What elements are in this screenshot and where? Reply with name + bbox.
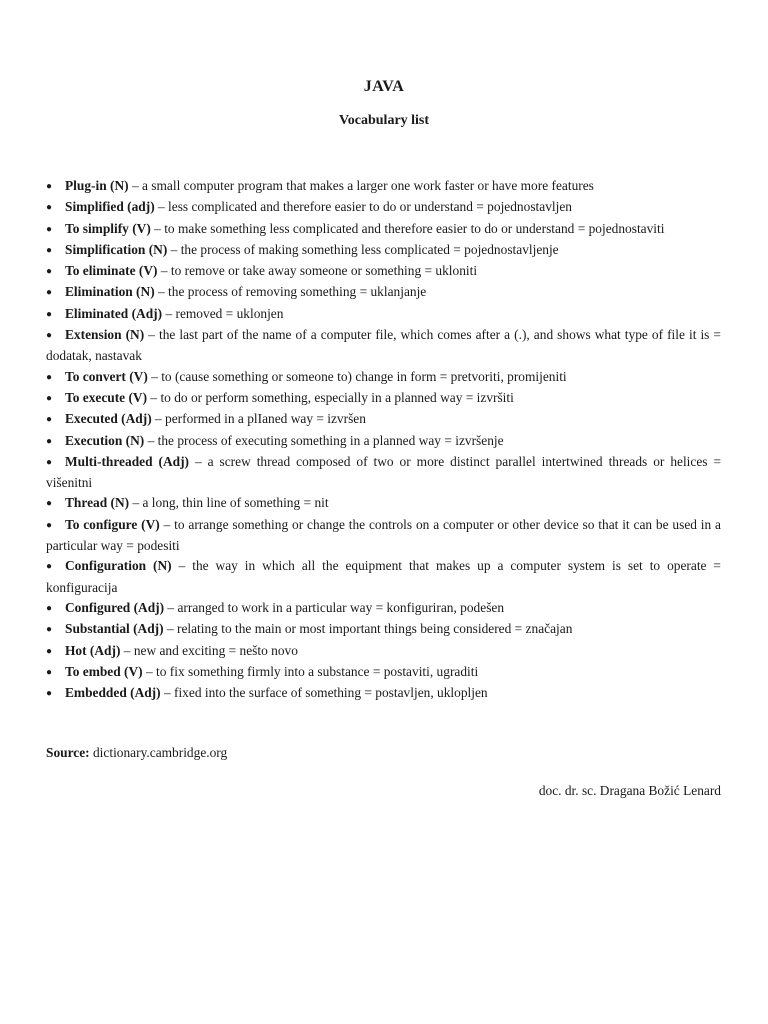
vocab-definition: – a small computer program that makes a larger one work faster or have more features xyxy=(128,178,594,193)
vocab-definition: – removed = uklonjen xyxy=(162,305,284,321)
vocab-item xyxy=(46,556,721,598)
bullet-icon: ● xyxy=(46,435,53,447)
bullet-icon: ● xyxy=(46,330,53,342)
vocab-term: Configured (Adj) xyxy=(65,599,165,615)
bullet-icon: ● xyxy=(46,223,53,235)
vocab-definition: – a long, thin line of something = nit xyxy=(129,495,329,511)
vocab-term: To embed (V) xyxy=(65,663,143,679)
source-line xyxy=(46,745,227,761)
vocab-term: Execution (N) xyxy=(65,432,145,448)
bullet-icon: ● xyxy=(46,202,53,214)
vocab-term: Executed (Adj) xyxy=(65,411,152,427)
bullet-icon: ● xyxy=(46,181,53,192)
vocab-item xyxy=(46,598,721,619)
vocab-definition: – to remove or take away someone or something = ukloniti xyxy=(157,263,478,279)
document-subtitle: Vocabulary list xyxy=(338,113,430,128)
bullet-icon: ● xyxy=(46,371,53,383)
vocab-definition: – to make something less complicated and therefore easier to do or understand = pojednostaviti xyxy=(150,220,665,236)
source-value: dictionary.cambridge.org xyxy=(89,745,228,760)
vocab-definition: – the last part of the name of a computer file, which comes after a (.), and shows what type of file it is = dodatak, nastavak xyxy=(46,327,721,364)
bullet-icon: ● xyxy=(46,456,53,468)
vocab-item xyxy=(46,515,721,557)
vocab-term: To configure (V) xyxy=(65,516,160,532)
bullet-icon: ● xyxy=(46,244,53,256)
vocab-definition: – the process of making something less complicated = pojednostavljenje xyxy=(167,241,559,257)
vocab-item xyxy=(46,452,721,494)
bullet-icon: ● xyxy=(46,414,53,426)
bullet-icon: ● xyxy=(46,519,53,531)
vocab-item xyxy=(46,261,721,282)
vocab-term: Simplified (adj) xyxy=(65,199,155,215)
vocab-definition: – performed in a plIaned way = izvršen xyxy=(151,411,366,427)
vocab-item xyxy=(46,662,721,683)
vocab-definition: – the way in which all the equipment that makes up a computer system is set to operate = konfiguracija xyxy=(46,558,721,595)
bullet-icon: ● xyxy=(46,392,53,404)
vocab-definition: – arranged to work in a particular way = konfiguriran, podešen xyxy=(164,599,505,615)
vocab-definition: – to (cause something or someone to) change in form = pretvoriti, promijeniti xyxy=(147,368,567,384)
vocab-term: To eliminate (V) xyxy=(65,263,158,279)
vocab-term: Configuration (N) xyxy=(65,558,172,574)
bullet-icon: ● xyxy=(46,666,53,678)
vocab-item xyxy=(46,219,721,240)
vocab-term: Multi-threaded (Adj) xyxy=(65,453,189,469)
bullet-icon: ● xyxy=(46,645,53,657)
vocab-item xyxy=(46,619,721,640)
vocab-term: Simplification (N) xyxy=(65,241,168,257)
bullet-icon: ● xyxy=(46,602,53,614)
vocab-definition: – less complicated and therefore easier to do or understand = pojednostavljen xyxy=(154,199,572,215)
vocab-definition: – a screw thread composed of two or more distinct parallel intertwined threads or helices = višenitni xyxy=(46,453,722,491)
vocab-definition: – to fix something firmly into a substance = postaviti, ugraditi xyxy=(142,663,479,679)
vocab-term: To simplify (V) xyxy=(65,220,151,236)
vocab-item xyxy=(46,282,721,303)
bullet-icon: ● xyxy=(46,688,53,700)
vocab-term: Embedded (Adj) xyxy=(65,685,161,701)
vocab-definition: – relating to the main or most important things being considered = značajan xyxy=(163,621,573,637)
vocab-term: Elimination (N) xyxy=(65,284,155,300)
vocab-definition: – the process of removing something = uklanjanje xyxy=(154,284,427,300)
vocab-definition: – to do or perform something, especially in a planned way = izvršiti xyxy=(147,389,514,405)
vocab-term: Extension (N) xyxy=(65,327,145,343)
vocab-definition: – the process of executing something in a planned way = izvršenje xyxy=(144,432,504,448)
source-label: Source: xyxy=(46,745,90,760)
vocab-item xyxy=(46,325,721,367)
vocab-term: Thread (N) xyxy=(65,495,130,511)
vocab-item xyxy=(46,641,721,662)
vocab-item xyxy=(46,197,721,218)
bullet-icon: ● xyxy=(46,287,53,299)
vocab-definition: – fixed into the surface of something = postavljen, uklopljen xyxy=(160,685,488,701)
vocab-item xyxy=(46,493,721,514)
vocabulary-list xyxy=(46,176,721,704)
vocab-item xyxy=(46,304,721,325)
vocab-item xyxy=(46,409,721,430)
vocab-definition: – to arrange something or change the controls on a computer or other device so that it can be used in a particular way = podesiti xyxy=(46,516,722,554)
vocab-item xyxy=(46,240,721,261)
bullet-icon: ● xyxy=(46,624,53,636)
vocab-definition: – new and exciting = nešto novo xyxy=(120,642,298,658)
bullet-icon: ● xyxy=(46,308,53,320)
vocab-item xyxy=(46,176,721,197)
author-signature: doc. dr. sc. Dragana Božić Lenard xyxy=(538,783,721,798)
vocab-term: Hot (Adj) xyxy=(65,642,121,658)
vocab-term: To convert (V) xyxy=(65,368,148,384)
vocab-item xyxy=(46,683,721,704)
bullet-icon: ● xyxy=(46,266,53,278)
vocab-term: Substantial (Adj) xyxy=(65,621,164,637)
vocab-term: To execute (V) xyxy=(65,389,148,405)
vocab-term: Eliminated (Adj) xyxy=(65,305,163,321)
vocab-item xyxy=(46,367,721,388)
vocab-term: Plug-in (N) xyxy=(65,178,129,193)
bullet-icon: ● xyxy=(46,498,53,510)
bullet-icon: ● xyxy=(46,561,53,573)
document-title: JAVA xyxy=(363,78,405,95)
vocab-item xyxy=(46,388,721,409)
vocab-item xyxy=(46,431,721,452)
